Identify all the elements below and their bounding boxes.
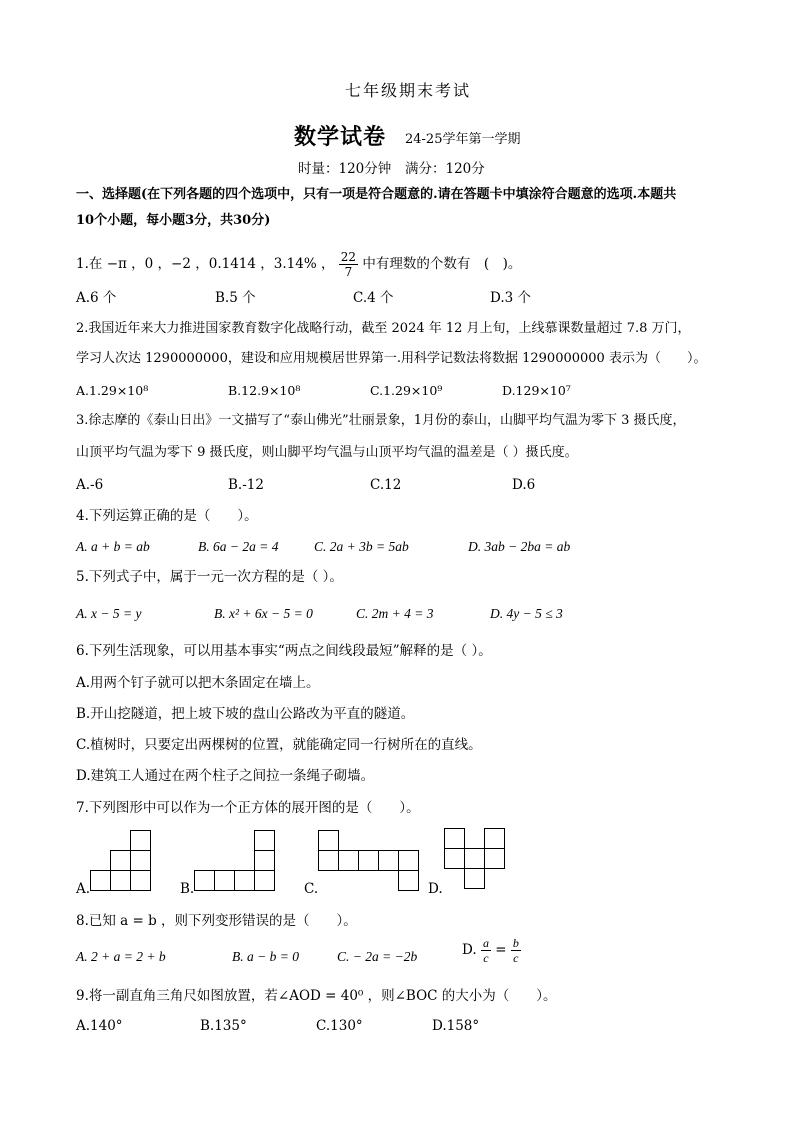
q3-line2: 山顶平均气温为零下 9 摄氏度，则山脚平均气温与山顶平均气温的温差是（ ）摄氏度。	[76, 445, 578, 460]
cube-net-b	[194, 830, 278, 894]
q7-stem: 7.下列图形中可以作为一个正方体的展开图的是（ ）。	[76, 800, 420, 816]
q1-option-d: D.3 个	[490, 290, 532, 306]
subtitle: 24-25学年第一学期	[405, 132, 521, 147]
q4-option-a: A. a + b = ab	[76, 539, 150, 554]
q1-option-a: A.6 个	[76, 290, 117, 306]
q2-option-a: A.1.29×10⁸	[76, 383, 149, 398]
q4-option-b: B. 6a − 2a = 4	[198, 539, 279, 554]
q6-option-d: D.建筑工人通过在两个柱子之间拉一条绳子砌墙。	[76, 768, 375, 784]
q1-fraction	[339, 250, 358, 279]
q7-label-d: D.	[428, 881, 443, 897]
q3-line1: 3.徐志摩的《泰山日出》一文描写了“泰山佛光”壮丽景象，1月份的泰山，山脚平均气温为零下 3 摄氏度，	[76, 413, 686, 428]
q1-stem	[76, 250, 521, 279]
q9-option-d: D.158°	[432, 1018, 480, 1034]
q3-option-d: D.6	[512, 477, 536, 493]
q8-option-d-eq: =	[495, 942, 507, 958]
q8-option-d	[462, 936, 521, 965]
q1-numbers: −π ，0 ，−2 ，0.1414 ，3.14% ，	[106, 256, 335, 272]
q4-option-d: D. 3ab − 2ba = ab	[468, 539, 571, 554]
q2-option-d: D.129×10⁷	[502, 383, 571, 398]
q9-option-b: B.135°	[200, 1018, 247, 1034]
q3-option-b: B.-12	[228, 477, 264, 493]
cube-net-a	[90, 830, 154, 894]
q8-option-a: A. 2 + a = 2 + b	[76, 949, 166, 964]
q8-left-num: a	[482, 936, 489, 950]
q2-option-b: B.12.9×10⁸	[228, 383, 301, 398]
q1-frac-num: 22	[340, 250, 357, 264]
q9-option-a: A.140°	[76, 1018, 123, 1034]
q5-option-d: D. 4y − 5 ≤ 3	[490, 606, 563, 621]
q1-option-b: B.5 个	[215, 290, 256, 306]
q4-stem: 4.下列运算正确的是（ ）。	[76, 508, 258, 524]
q8-stem: 8.已知 a = b ，则下列变形错误的是（ ）。	[76, 913, 357, 929]
cube-net-d	[444, 828, 508, 892]
q5-option-b: B. x² + 6x − 5 = 0	[214, 606, 313, 621]
score-info: 满分：120分	[405, 161, 485, 177]
main-title: 数学试卷	[294, 124, 387, 150]
q8-option-d-left	[481, 936, 491, 965]
q2-option-c: C.1.29×10⁹	[370, 383, 443, 398]
q7-label-b: B.	[180, 881, 195, 897]
section-heading-line1: 一、选择题(在下列各题的四个选项中，只有一项是符合题意的.请在答题卡中填涂符合题意的选项.本题共	[76, 187, 677, 202]
q8-option-c: C. − 2a = −2b	[337, 949, 418, 964]
q8-option-b: B. a − b = 0	[232, 949, 299, 964]
q7-label-a: A.	[76, 881, 91, 897]
q5-stem: 5.下列式子中，属于一元一次方程的是（ ）。	[76, 569, 343, 585]
q1-frac-den: 7	[344, 265, 353, 279]
section-heading-line2: 10个小题，每小题3分，共30分)	[76, 213, 271, 228]
q3-option-a: A.-6	[76, 477, 104, 493]
cube-net-c	[318, 830, 422, 894]
q6-option-b: B.开山挖隧道，把上坡下坡的盘山公路改为平直的隧道。	[76, 706, 415, 722]
q1-option-c: C.4 个	[353, 290, 394, 306]
q6-option-a: A.用两个钉子就可以把木条固定在墙上。	[76, 675, 320, 691]
q4-option-c: C. 2a + 3b = 5ab	[314, 539, 409, 554]
q8-option-d-prefix: D.	[462, 942, 477, 958]
q9-option-c: C.130°	[316, 1018, 363, 1034]
q5-option-a: A. x − 5 = y	[76, 606, 142, 621]
q5-option-c: C. 2m + 4 = 3	[356, 606, 434, 621]
q6-option-c: C.植树时，只要定出两棵树的位置，就能确定同一行树所在的直线。	[76, 737, 482, 753]
q1-prefix: 1.在	[76, 256, 103, 272]
q2-line2: 学习人次达 1290000000，建设和应用规模居世界第一.用科学记数法将数据 1290000000 表示为（ ）。	[76, 351, 707, 366]
q9-stem: 9.将一副直角三角尺如图放置，若∠AOD = 40⁰ ，则∠BOC 的大小为（ ）。	[76, 988, 557, 1004]
q8-right-den: c	[513, 951, 519, 965]
q8-left-den: c	[483, 951, 489, 965]
q3-option-c: C.12	[370, 477, 402, 493]
q7-label-c: C.	[304, 881, 319, 897]
q6-stem: 6.下列生活现象，可以用基本事实“两点之间线段最短”解释的是（ ）。	[76, 643, 492, 659]
q1-suffix: 中有理数的个数有 ( )。	[362, 256, 522, 272]
q8-option-d-right	[511, 936, 521, 965]
q8-right-num: b	[512, 936, 519, 950]
q2-line1: 2.我国近年来大力推进国家教育数字化战略行动，截至 2024 年 12 月上旬，上线慕课数量超过 7.8 万门，	[76, 321, 691, 336]
time-info: 时量：120分钟	[298, 161, 392, 177]
grade-title: 七年级期末考试	[345, 81, 472, 100]
